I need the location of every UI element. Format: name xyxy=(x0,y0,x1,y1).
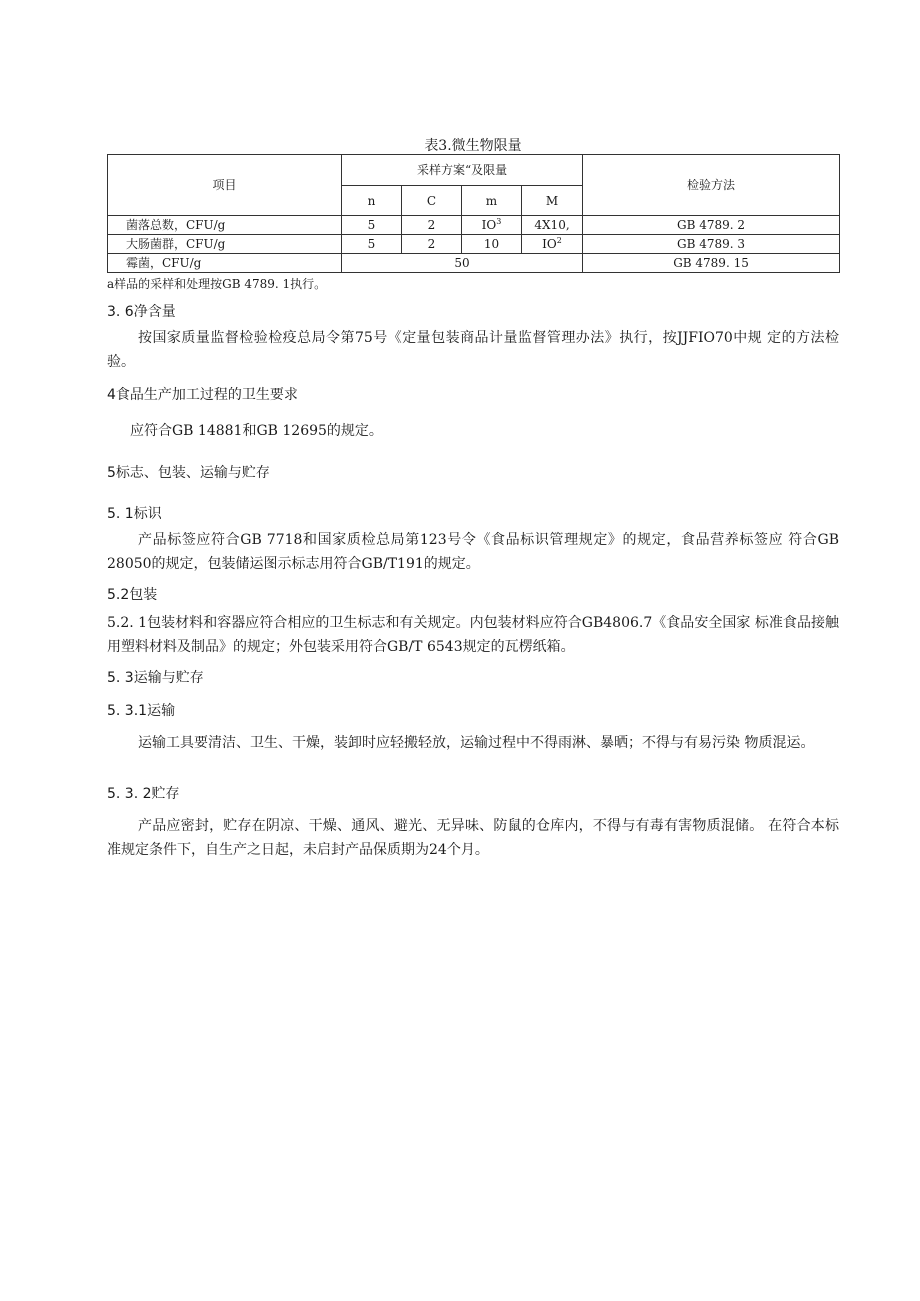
heading-4: 4食品生产加工过程的卫生要求 xyxy=(107,387,298,403)
cell-item: 霉菌，CFU/g xyxy=(108,254,342,273)
cell-m-lower: $IO^3$ xyxy=(462,216,522,235)
paragraph-5-2-1: 5.2. 1包装材料和容器应符合相应的卫生标志和有关规定。内包装材料应符合GB4806.7《食品安全国家 标准食品接触用塑料材料及制品》的规定；外包装采用符合GB/T 6543规定的瓦楞纸箱。 xyxy=(107,615,839,655)
cell-method: GB 4789. 3 xyxy=(583,235,840,254)
header-c: C xyxy=(402,186,462,216)
paragraph-4: 应符合GB 14881和GB 12695的规定。 xyxy=(130,423,383,439)
header-item: 项目 xyxy=(108,155,342,216)
paragraph-5-3-1: 运输工具要清洁、卫生、干燥，装卸时应轻搬轻放，运输过程中不得雨淋、暴晒；不得与有易污染 物质混运。 xyxy=(138,735,815,751)
cell-m-upper: $IO^2$ xyxy=(522,235,583,254)
table-caption: 表3.微生物限量 xyxy=(424,138,522,154)
header-test-method: 检验方法 xyxy=(583,155,840,216)
cell-merged-limit: 50 xyxy=(342,254,583,273)
heading-5-3: 5. 3运输与贮存 xyxy=(107,670,204,686)
heading-5-3-1: 5. 3.1运输 xyxy=(107,703,176,719)
heading-3-6: 3. 6净含量 xyxy=(107,304,176,320)
heading-5-1: 5. 1标识 xyxy=(107,506,162,522)
paragraph-5-1: 产品标签应符合GB 7718和国家质检总局第123号令《食品标识管理规定》的规定，食品营养标签应 符合GB 28050的规定，包装储运图示标志用符合GB/T191的规定。 xyxy=(107,532,839,572)
cell-method: GB 4789. 15 xyxy=(583,254,840,273)
header-m-lower: m xyxy=(462,186,522,216)
paragraph-3-6: 按国家质量监督检验检疫总局令第75号《定量包装商品计量监督管理办法》执行，按JJFIO70中规 定的方法检验。 xyxy=(107,330,839,370)
cell-n: 5 xyxy=(342,235,402,254)
table-header-row xyxy=(108,155,840,186)
header-sampling-plan: 采样方案“及限量 xyxy=(342,155,583,186)
heading-5-3-2: 5. 3. 2贮存 xyxy=(107,786,180,802)
header-m-upper: M xyxy=(522,186,583,216)
cell-m-lower: 10 xyxy=(462,235,522,254)
paragraph-5-3-2: 产品应密封，贮存在阴凉、干燥、通风、避光、无异味、防鼠的仓库内，不得与有毒有害物质混储。 在符合本标准规定条件下，自生产之日起，未启封产品保质期为24个月。 xyxy=(107,818,839,858)
cell-n: 5 xyxy=(342,216,402,235)
heading-5: 5标志、包装、运输与贮存 xyxy=(107,465,270,481)
table-row xyxy=(108,216,840,235)
header-n: n xyxy=(342,186,402,216)
cell-c: 2 xyxy=(402,216,462,235)
cell-item: 大肠菌群，CFU/g xyxy=(108,235,342,254)
cell-m-upper: 4X10, xyxy=(522,216,583,235)
cell-method: GB 4789. 2 xyxy=(583,216,840,235)
microbial-limits-table xyxy=(107,154,840,273)
cell-c: 2 xyxy=(402,235,462,254)
table-footnote: a样品的采样和处理按GB 4789. 1执行。 xyxy=(107,277,327,291)
cell-item: 菌落总数，CFU/g xyxy=(108,216,342,235)
table-row xyxy=(108,254,840,273)
table-row xyxy=(108,235,840,254)
heading-5-2: 5.2包装 xyxy=(107,587,158,603)
